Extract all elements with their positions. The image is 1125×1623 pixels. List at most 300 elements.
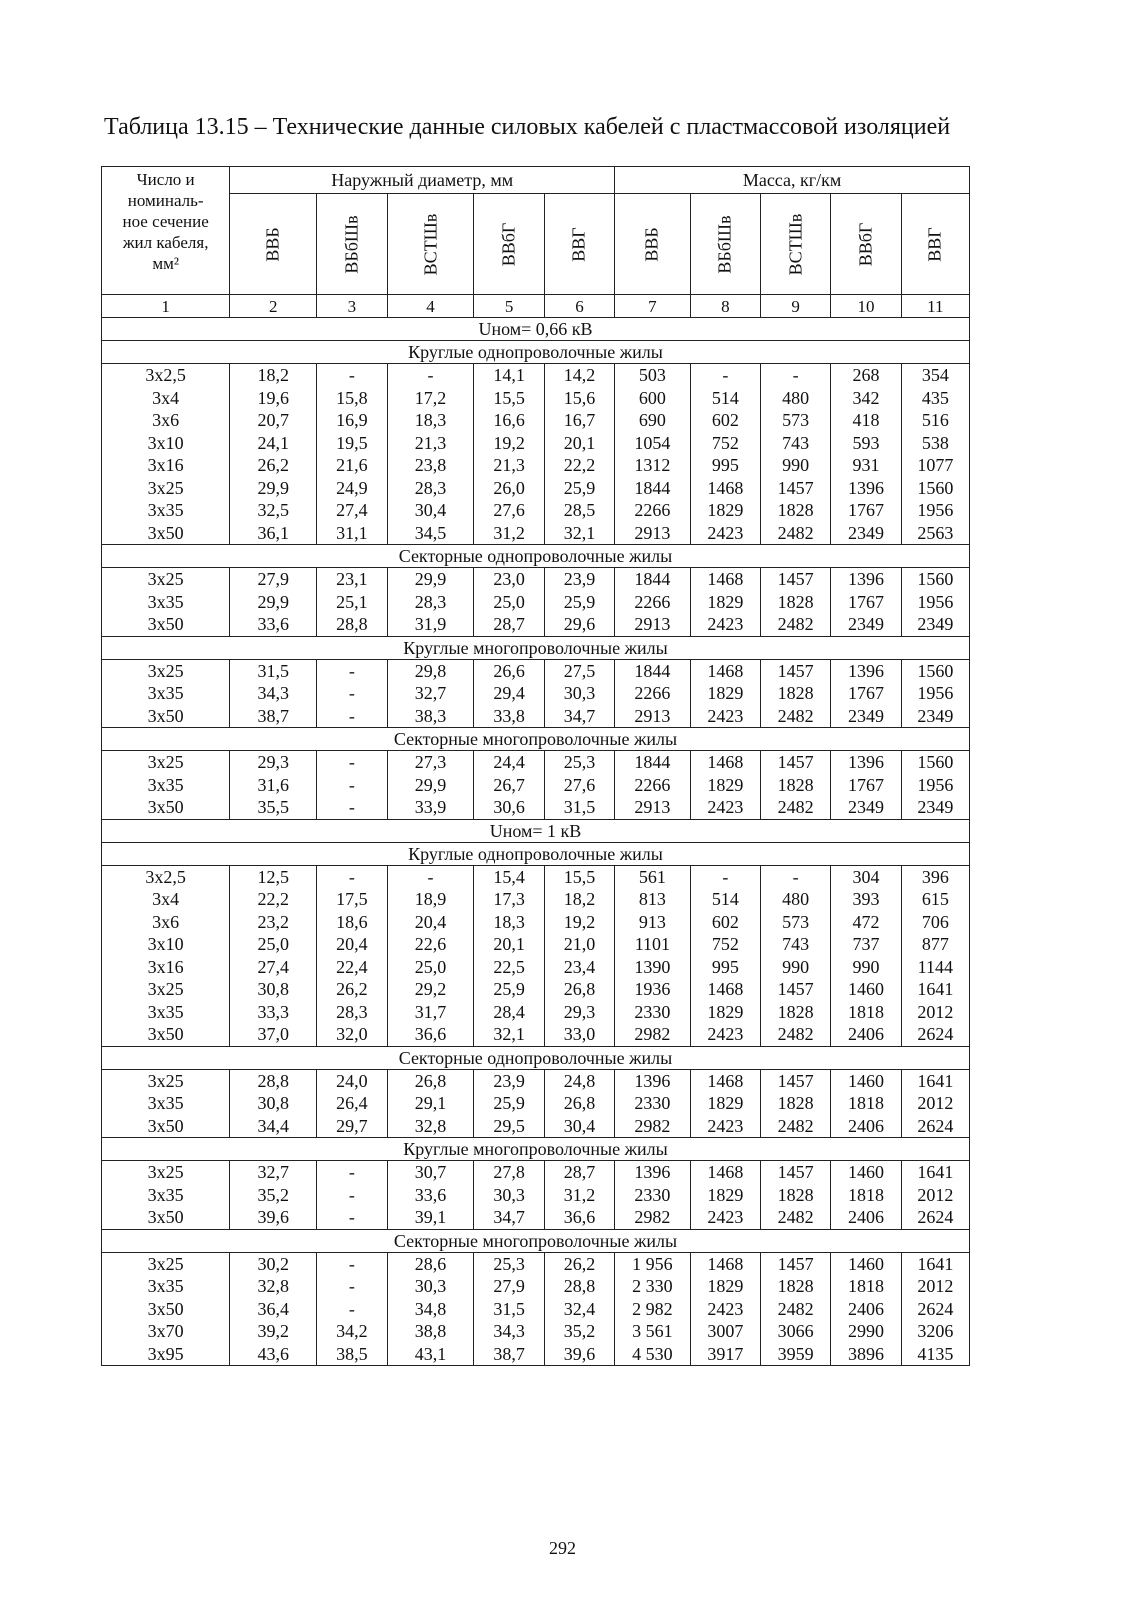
table-cell: 990 xyxy=(782,956,810,977)
data-column xyxy=(760,1252,830,1366)
table-cell: 34,8 xyxy=(414,1298,447,1319)
table-cell: 1 956 xyxy=(632,1253,673,1274)
table-cell: 354 xyxy=(921,365,949,385)
table-cell: 2012 xyxy=(917,1184,954,1205)
table-cell: 26,8 xyxy=(414,1070,447,1091)
table-cell: 25,3 xyxy=(563,752,596,772)
table-cell: 25,9 xyxy=(563,477,596,498)
table-cell: 1457 xyxy=(777,569,814,589)
column-number: 9 xyxy=(760,295,830,318)
table-cell: 33,6 xyxy=(414,1184,447,1205)
table-cell: 16,9 xyxy=(336,410,368,430)
data-column xyxy=(474,1161,544,1230)
data-column xyxy=(387,1069,474,1138)
table-cell: 2330 xyxy=(634,1001,671,1022)
table-cell: 30,8 xyxy=(257,979,289,999)
section-title-row xyxy=(102,545,970,568)
data-column xyxy=(474,568,544,637)
section-title-row xyxy=(102,1046,970,1069)
table-cell: 2266 xyxy=(634,683,671,703)
table-cell: 602 xyxy=(711,911,739,932)
table-cell: 32,8 xyxy=(414,1115,447,1136)
table-cell: 1457 xyxy=(777,660,814,681)
table-cell: 2349 xyxy=(917,797,954,817)
table-cell: 20,4 xyxy=(336,934,368,954)
table-cell: - xyxy=(348,1184,355,1205)
table-cell: 1829 xyxy=(707,774,744,795)
table-cell: 15,8 xyxy=(336,387,368,408)
table-cell: 29,6 xyxy=(563,614,596,634)
cross-section-value: 3х50 xyxy=(147,614,184,634)
table-cell: 19,2 xyxy=(563,911,596,932)
table-cell: 2406 xyxy=(848,1024,884,1044)
table-cell: 22,2 xyxy=(563,455,596,475)
table-cell: 22,4 xyxy=(336,956,368,977)
table-cell: 37,0 xyxy=(257,1024,289,1044)
section-title: Секторные многопроволочные жилы xyxy=(102,1229,970,1252)
table-cell: 1828 xyxy=(777,1001,814,1022)
table-cell: 2982 xyxy=(634,1115,671,1136)
header-diameter-vvbg: ВВбГ xyxy=(474,194,544,295)
data-column xyxy=(615,1161,691,1230)
table-cell: 28,4 xyxy=(493,1001,525,1022)
table-cell: 2913 xyxy=(634,705,671,726)
column-number: 6 xyxy=(544,295,614,318)
table-cell: 43,1 xyxy=(414,1343,447,1364)
table-cell: 18,3 xyxy=(493,911,525,932)
section-data-block xyxy=(102,751,970,820)
table-cell: 32,7 xyxy=(414,683,447,703)
data-column xyxy=(615,865,691,1046)
table-cell: 38,7 xyxy=(257,705,289,726)
table-cell: 743 xyxy=(782,934,810,954)
cross-section-value: 3х35 xyxy=(147,1093,184,1113)
table-cell: 34,2 xyxy=(336,1321,368,1341)
table-cell: - xyxy=(348,774,355,795)
table-cell: 17,5 xyxy=(336,889,368,909)
data-column xyxy=(474,865,544,1046)
table-cell: 34,7 xyxy=(493,1207,525,1227)
cross-section-value: 3х50 xyxy=(147,1115,184,1136)
table-cell: 19,6 xyxy=(257,387,289,408)
data-column xyxy=(615,568,691,637)
data-column xyxy=(317,1252,387,1366)
table-cell: 24,4 xyxy=(493,752,525,772)
table-cell: 31,2 xyxy=(493,522,525,543)
data-column xyxy=(615,751,691,820)
table-cell: 29,9 xyxy=(414,774,447,795)
section-title-row xyxy=(102,1229,970,1252)
table-cell: 2349 xyxy=(848,522,884,543)
cross-section-value: 3х35 xyxy=(147,1001,184,1022)
table-cell: 931 xyxy=(852,455,880,475)
table-cell: 36,6 xyxy=(414,1024,447,1044)
table-cell: 2349 xyxy=(848,705,884,726)
table-cell: 24,0 xyxy=(336,1070,368,1091)
table-cell: 2012 xyxy=(917,1276,954,1296)
table-cell: 34,3 xyxy=(493,1321,525,1341)
table-cell: 1829 xyxy=(707,500,744,520)
table-cell: 877 xyxy=(921,934,949,954)
table-cell: 39,2 xyxy=(257,1321,289,1341)
table-cell: 1468 xyxy=(707,477,744,498)
table-cell: 2266 xyxy=(634,591,671,612)
table-cell: 561 xyxy=(638,866,666,887)
table-cell: 1396 xyxy=(848,569,884,589)
table-cell: 1457 xyxy=(777,477,814,498)
column-number: 3 xyxy=(317,295,387,318)
table-cell: 1818 xyxy=(848,1276,884,1296)
table-cell: 3917 xyxy=(707,1343,744,1364)
table-cell: 22,5 xyxy=(493,956,525,977)
table-cell: 18,9 xyxy=(414,889,447,909)
table-cell: 27,9 xyxy=(493,1276,525,1296)
table-cell: 1818 xyxy=(848,1093,884,1113)
data-column xyxy=(102,865,230,1046)
table-cell: 31,6 xyxy=(257,774,289,795)
table-cell: 2406 xyxy=(848,1115,884,1136)
cross-section-value: 3х95 xyxy=(147,1343,184,1364)
section-data-block xyxy=(102,1069,970,1138)
table-cell: 23,8 xyxy=(414,455,447,475)
table-cell: 2482 xyxy=(777,1024,814,1044)
data-column xyxy=(544,1161,614,1230)
table-cell: 27,6 xyxy=(493,500,525,520)
table-cell: 28,7 xyxy=(563,1162,596,1182)
table-cell: 1054 xyxy=(634,432,671,453)
table-cell: 2482 xyxy=(777,614,814,634)
table-cell: 1457 xyxy=(777,1070,814,1091)
table-cell: 33,8 xyxy=(493,705,525,726)
table-cell: 752 xyxy=(711,934,739,954)
data-column xyxy=(901,1161,969,1230)
table-cell: 1468 xyxy=(707,569,744,589)
table-cell: 17,2 xyxy=(414,387,447,408)
table-cell: 16,7 xyxy=(563,410,596,430)
table-cell: 4 530 xyxy=(632,1343,673,1364)
table-cell: 1641 xyxy=(917,1070,954,1091)
data-column xyxy=(474,659,544,728)
table-cell: 1396 xyxy=(848,660,884,681)
header-mass-vvbg: ВВбГ xyxy=(831,194,901,295)
data-column xyxy=(831,364,901,545)
table-cell: 1460 xyxy=(848,979,884,999)
table-cell: 31,5 xyxy=(257,660,289,681)
table-cell: 30,4 xyxy=(414,500,447,520)
cross-section-value: 3х16 xyxy=(147,956,184,977)
cross-section-value: 3х50 xyxy=(147,1207,184,1227)
table-cell: 38,7 xyxy=(493,1343,525,1364)
table-cell: 1818 xyxy=(848,1001,884,1022)
table-cell: 33,0 xyxy=(563,1024,596,1044)
table-cell: 29,1 xyxy=(414,1093,447,1113)
table-cell: 418 xyxy=(852,410,880,430)
table-cell: 15,5 xyxy=(563,866,596,887)
cross-section-value: 3х50 xyxy=(147,1298,184,1319)
table-cell: 16,6 xyxy=(493,410,525,430)
data-column xyxy=(387,568,474,637)
table-cell: 32,5 xyxy=(257,500,289,520)
table-cell: 34,3 xyxy=(257,683,289,703)
table-cell: 20,1 xyxy=(563,432,596,453)
table-cell: 18,6 xyxy=(336,911,368,932)
table-cell: 1144 xyxy=(917,956,953,977)
cross-section-value: 3х35 xyxy=(147,774,184,795)
table-cell: 2266 xyxy=(634,500,671,520)
cross-section-value: 3х25 xyxy=(147,477,184,498)
table-cell: 36,1 xyxy=(257,522,289,543)
table-cell: 32,8 xyxy=(257,1276,289,1296)
table-cell: 2423 xyxy=(707,1207,744,1227)
data-column xyxy=(102,364,230,545)
table-cell: 1468 xyxy=(707,1253,744,1274)
table-cell: 31,2 xyxy=(563,1184,596,1205)
table-cell: 1468 xyxy=(707,979,744,999)
table-cell: 30,2 xyxy=(257,1253,289,1274)
section-data-block xyxy=(102,568,970,637)
table-cell: 480 xyxy=(782,889,810,909)
table-cell: 503 xyxy=(638,365,666,385)
cross-section-value: 3х2,5 xyxy=(145,866,186,887)
table-cell: - xyxy=(348,1253,355,1274)
table-cell: 1956 xyxy=(917,683,954,703)
section-title: Круглые многопроволочные жилы xyxy=(102,636,970,659)
table-cell: 2 982 xyxy=(632,1298,673,1319)
table-cell: 26,6 xyxy=(493,660,525,681)
table-cell: 615 xyxy=(921,889,949,909)
table-cell: 1460 xyxy=(848,1162,884,1182)
data-column xyxy=(615,1252,691,1366)
header-diameter-vvb: ВВБ xyxy=(230,194,317,295)
table-cell: 1101 xyxy=(634,934,671,954)
data-column xyxy=(317,1161,387,1230)
data-column xyxy=(690,568,760,637)
table-cell: - xyxy=(792,365,799,385)
data-column xyxy=(387,865,474,1046)
table-cell: 737 xyxy=(852,934,880,954)
data-column xyxy=(760,865,830,1046)
table-cell: 1767 xyxy=(848,774,884,795)
table-cell: 1457 xyxy=(777,752,814,772)
table-cell: 31,9 xyxy=(414,614,447,634)
table-cell: 29,3 xyxy=(563,1001,596,1022)
table-cell: 1560 xyxy=(917,752,954,772)
table-cell: 913 xyxy=(638,911,666,932)
data-column xyxy=(615,364,691,545)
cross-section-value: 3х50 xyxy=(147,797,184,817)
table-cell: 39,1 xyxy=(414,1207,447,1227)
table-cell: 23,0 xyxy=(493,569,525,589)
table-cell: 1818 xyxy=(848,1184,884,1205)
table-cell: 17,3 xyxy=(493,889,525,909)
table-cell: 2423 xyxy=(707,1024,744,1044)
table-cell: 32,1 xyxy=(563,522,596,543)
data-column xyxy=(544,751,614,820)
table-cell: 2423 xyxy=(707,614,744,634)
table-cell: 14,1 xyxy=(493,365,525,385)
table-cell: 38,8 xyxy=(414,1321,447,1341)
cross-section-value: 3х10 xyxy=(147,432,184,453)
table-cell: 29,9 xyxy=(257,591,289,612)
data-column xyxy=(387,364,474,545)
table-cell: 28,3 xyxy=(336,1001,368,1022)
cross-section-value: 3х4 xyxy=(152,387,180,408)
table-cell: 1396 xyxy=(634,1162,671,1182)
cross-section-value: 3х70 xyxy=(147,1321,184,1341)
table-cell: 472 xyxy=(852,911,880,932)
table-cell: 29,9 xyxy=(257,477,289,498)
table-cell: 25,0 xyxy=(414,956,447,977)
table-cell: 813 xyxy=(638,889,666,909)
table-cell: 2990 xyxy=(848,1321,884,1341)
table-cell: 1828 xyxy=(777,1093,814,1113)
table-cell: 2266 xyxy=(634,774,671,795)
table-cell: 3959 xyxy=(777,1343,814,1364)
table-cell: 1390 xyxy=(634,956,671,977)
data-column xyxy=(901,364,969,545)
data-column xyxy=(102,751,230,820)
table-cell: 990 xyxy=(782,455,810,475)
table-cell: 1468 xyxy=(707,752,744,772)
table-cell: 24,9 xyxy=(336,477,368,498)
table-cell: 1767 xyxy=(848,500,884,520)
cross-section-value: 3х50 xyxy=(147,1024,184,1044)
table-cell: 32,7 xyxy=(257,1162,289,1182)
data-column xyxy=(831,751,901,820)
table-cell: 26,2 xyxy=(336,979,368,999)
table-cell: 2482 xyxy=(777,705,814,726)
table-cell: 1560 xyxy=(917,660,954,681)
cross-section-value: 3х35 xyxy=(147,1184,184,1205)
table-cell: 2624 xyxy=(917,1024,954,1044)
table-cell: 24,1 xyxy=(257,432,289,453)
table-cell: - xyxy=(348,365,355,385)
table-cell: 29,2 xyxy=(414,979,447,999)
data-column xyxy=(230,659,317,728)
table-cell: 23,1 xyxy=(336,569,368,589)
table-cell: 690 xyxy=(638,410,666,430)
table-cell: 1828 xyxy=(777,683,814,703)
data-column xyxy=(474,364,544,545)
table-cell: 34,4 xyxy=(257,1115,289,1136)
data-column xyxy=(690,364,760,545)
table-cell: 2423 xyxy=(707,1115,744,1136)
header-diameter-vvg: ВВГ xyxy=(544,194,614,295)
data-column xyxy=(387,659,474,728)
table-cell: 29,5 xyxy=(493,1115,525,1136)
table-cell: 514 xyxy=(711,387,739,408)
table-cell: 31,1 xyxy=(336,522,368,543)
table-cell: 2349 xyxy=(848,614,884,634)
data-column xyxy=(901,751,969,820)
data-column xyxy=(317,568,387,637)
table-cell: 14,2 xyxy=(563,365,596,385)
table-cell: 26,2 xyxy=(563,1253,596,1274)
table-cell: 18,3 xyxy=(414,410,447,430)
table-cell: 22,2 xyxy=(257,889,289,909)
data-column xyxy=(102,1161,230,1230)
table-cell: - xyxy=(348,866,355,887)
table-cell: 1829 xyxy=(707,1093,744,1113)
table-cell: - xyxy=(722,365,729,385)
cross-section-value: 3х4 xyxy=(152,889,180,909)
table-cell: 18,2 xyxy=(563,889,596,909)
table-cell: 435 xyxy=(921,387,949,408)
table-cell: 1828 xyxy=(777,1276,814,1296)
section-title: Круглые однопроволочные жилы xyxy=(102,341,970,364)
section-data-block xyxy=(102,364,970,545)
table-cell: 33,3 xyxy=(257,1001,289,1022)
table-cell: 1829 xyxy=(707,1276,744,1296)
section-data-block xyxy=(102,865,970,1046)
table-cell: 2012 xyxy=(917,1093,954,1113)
table-cell: 1560 xyxy=(917,569,954,589)
table-cell: 30,3 xyxy=(414,1276,447,1296)
table-cell: 28,8 xyxy=(336,614,368,634)
table-cell: 2406 xyxy=(848,1298,884,1319)
table-cell: 1828 xyxy=(777,1184,814,1205)
table-cell: 2 330 xyxy=(632,1276,673,1296)
table-cell: 31,5 xyxy=(493,1298,525,1319)
table-cell: 39,6 xyxy=(257,1207,289,1227)
table-cell: 3896 xyxy=(848,1343,884,1364)
data-column xyxy=(690,659,760,728)
table-cell: 1396 xyxy=(848,477,884,498)
section-title: Круглые однопроволочные жилы xyxy=(102,842,970,865)
table-cell: 995 xyxy=(711,455,739,475)
cross-section-value: 3х35 xyxy=(147,591,184,612)
table-cell: 26,2 xyxy=(257,455,289,475)
table-cell: 268 xyxy=(852,365,880,385)
table-cell: 602 xyxy=(711,410,739,430)
table-cell: 24,8 xyxy=(563,1070,596,1091)
header-cross-section: Число и номиналь- ное сечение жил кабеля, мм² xyxy=(102,167,230,295)
table-cell: 2012 xyxy=(917,1001,954,1022)
table-cell: 1936 xyxy=(634,979,671,999)
table-cell: 30,7 xyxy=(414,1162,447,1182)
table-cell: 31,5 xyxy=(563,797,596,817)
table-cell: 1956 xyxy=(917,774,954,795)
data-column xyxy=(230,751,317,820)
table-cell: 1828 xyxy=(777,591,814,612)
table-cell: 35,2 xyxy=(563,1321,596,1341)
table-cell: 1468 xyxy=(707,1070,744,1091)
table-cell: 3206 xyxy=(917,1321,954,1341)
column-number-row xyxy=(102,295,970,318)
table-cell: 480 xyxy=(782,387,810,408)
table-cell: 1844 xyxy=(634,752,671,772)
table-cell: 28,8 xyxy=(563,1276,596,1296)
column-number: 10 xyxy=(831,295,901,318)
data-column xyxy=(760,568,830,637)
table-cell: 29,3 xyxy=(257,752,289,772)
table-cell: 2423 xyxy=(707,705,744,726)
table-cell: 1767 xyxy=(848,591,884,612)
table-cell: 30,8 xyxy=(257,1093,289,1113)
table-cell: 33,9 xyxy=(414,797,447,817)
table-cell: 30,3 xyxy=(563,683,596,703)
table-cell: 26,0 xyxy=(493,477,525,498)
table-cell: 1460 xyxy=(848,1253,884,1274)
table-cell: 25,1 xyxy=(336,591,368,612)
cross-section-value: 3х16 xyxy=(147,455,184,475)
table-cell: - xyxy=(427,866,434,887)
data-column xyxy=(831,1069,901,1138)
table-cell: 21,3 xyxy=(414,432,447,453)
table-cell: 1457 xyxy=(777,979,814,999)
table-cell: 25,9 xyxy=(493,979,525,999)
table-cell: 1956 xyxy=(917,500,954,520)
